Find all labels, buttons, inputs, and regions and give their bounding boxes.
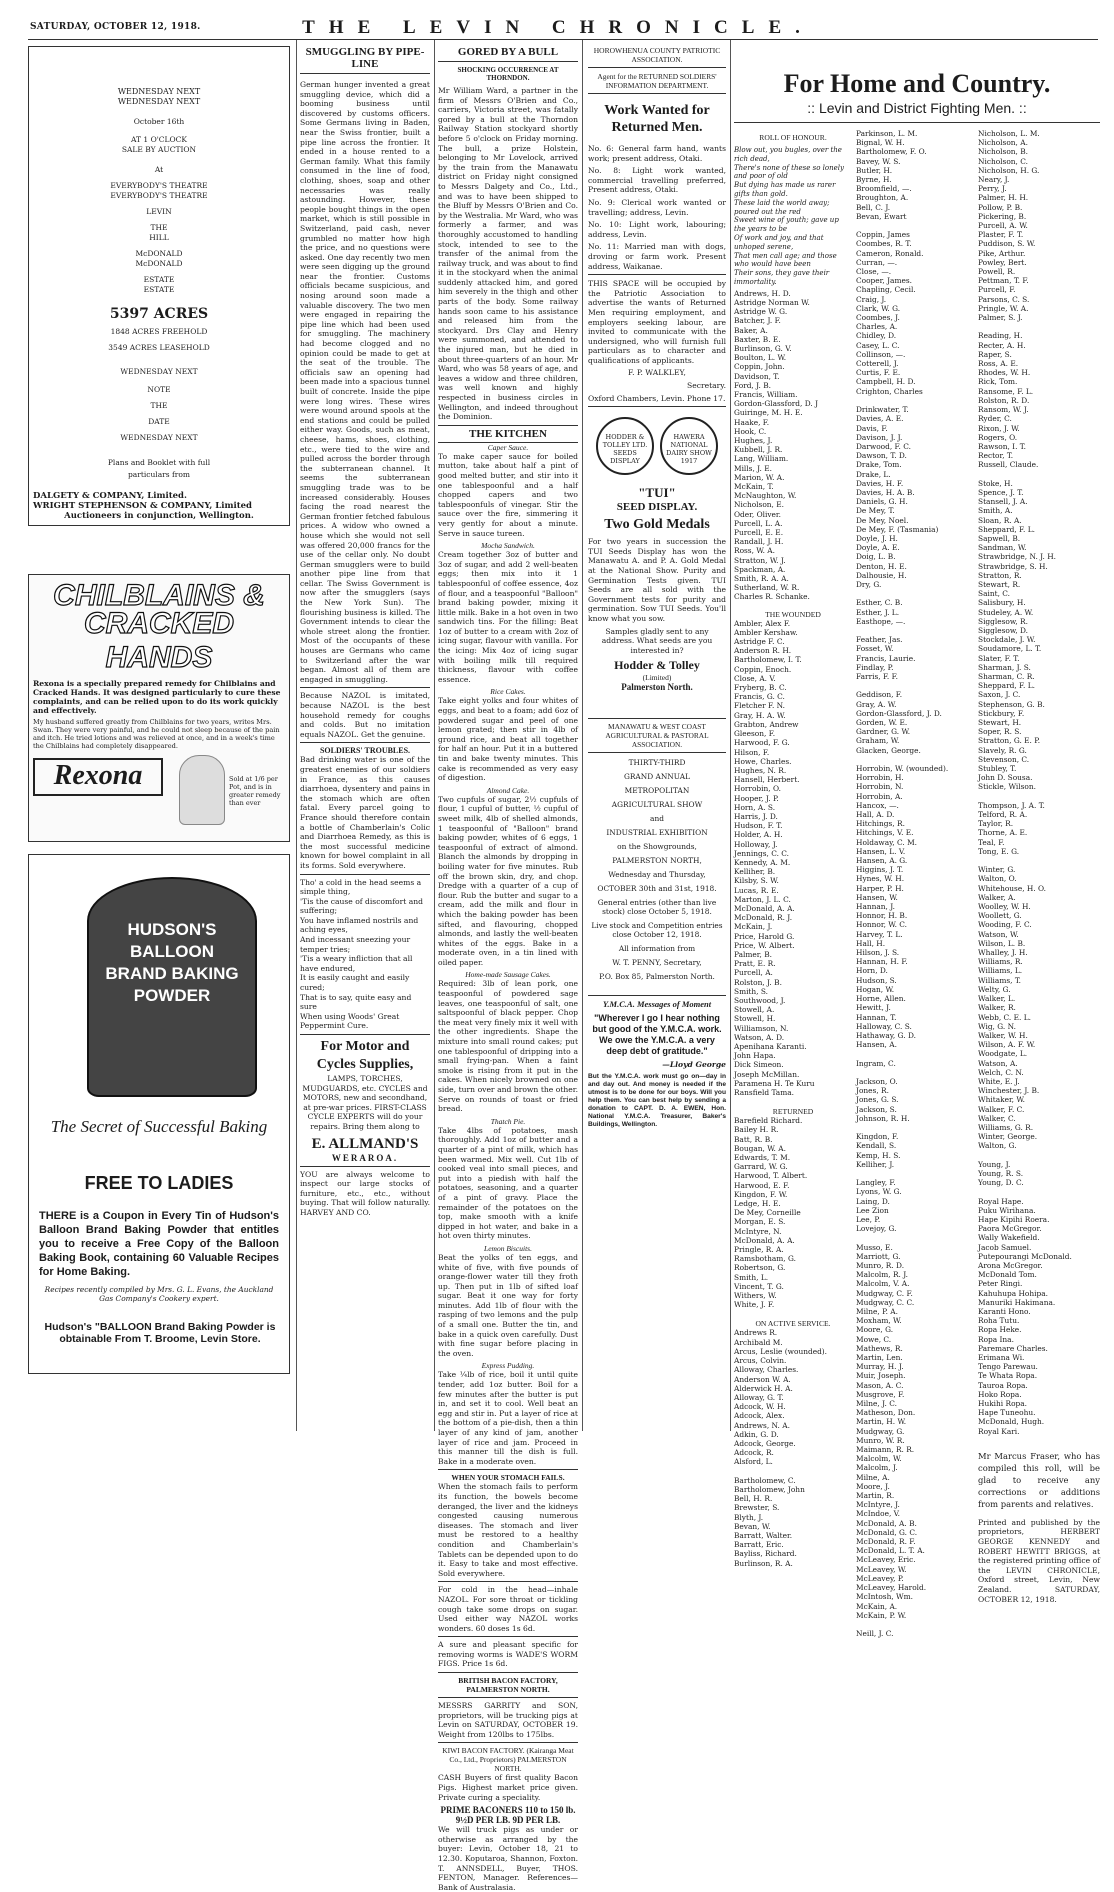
masthead xyxy=(28,16,1098,40)
free-to-ladies: FREE TO LADIES xyxy=(84,1173,234,1193)
allmand-name: E. ALLMAND'S xyxy=(311,1135,419,1152)
show-line: PALMERSTON NORTH, xyxy=(612,856,702,866)
show-line: INDUSTRIAL EXHIBITION xyxy=(606,828,708,838)
hudson-ad: HUDSON'S BALLOON BRAND BAKING POWDER The Secret of Successful Baking FREE TO LADIES THERE is a Coupon in Every Tin of Hudson's Balloon Brand Baking Powder that entitles you to receive a Free Copy of the Balloon Baking Book, containing 60 Valuable Recipes for Home Baking. Recipes recently compiled by Mrs. G. L. Evans, the Auckland Gas Company's Cookery expert. Hudson's "BALLOON Brand Baking Powder is obtainable From T. Broome, Levin Store. xyxy=(28,854,290,1374)
auction-date: October 16th xyxy=(133,117,185,126)
show-line: Live stock and Competition entries close October 12, 1918. xyxy=(591,921,723,940)
show-line: THIRTY-THIRD xyxy=(628,758,686,768)
column-4: HOROWHENUA COUNTY PATRIOTIC ASSOCIATION. Agent for the RETURNED SOLDIERS' INFORMATION DEPARTMENT. Work Wanted for Returned Men. No. 6: General farm hand, wants work; present address, Otaki. No. 8: Light work wanted, commercial travelling preferred, Present address, Otaki. No. 9: Clerical work wanted or travelling; address, Levin. No. 10: Light work, labouring; address, Levin. No. 11: Married man with dogs, droving or farm work. Present address, Waikanae. THIS SPACE will be occupied by the Patriotic Association to advertise the wants of Returned Men requiring employment, and employers seeking labour, are invited to communicate with the undersigned, who will furnish full particulars as to character and qualifications of applicants. F. P. WALKLEY, Secretary. Oxford Chambers, Levin. Phone 17. HODDER & TOLLEY LTD. SEEDS DISPLAY HAWERA NATIONAL DAIRY SHOW 1917 "TUI" SEED DISPLAY. Two Gold Medals For two years in succession the TUI Seeds Display has won the Manawatu A. and P. A. Gold Medal at the National Show. Purity and Germination Tests given. TUI Seeds are all sold with the Government tests for purity and germination. Sow TUI Seeds. You'll know what you sow. Samples gladly sent to any address. What seeds are you interested in? Hodder & Tolley (Limited) Palmerston North. MANAWATU & WEST COAST AGRICULTURAL & PASTORAL ASSOCIATION. THIRTY-THIRD GRAND ANNUAL METROPOLITAN AGRICULTURAL SHOW and INDUSTRIAL EXHIBITION on the Showgrounds, PALMERSTON NORTH, Wednesday and Thursday, OCTOBER 30th and 31st, 1918. General entries (other than live stock) close October 5, 1918. Live stock and Competition entries close October 12, 1918. All information from W. T. PENNY, Secretary, P.O. Box 85, Palmerston North. Y.M.C.A. Messages of Moment "Wherever I go I hear nothing but good of the Y.M.C.A. work. We owe the Y.M.C.A. a very deep debt of gratitude." —Lloyd George But the Y.M.C.A. work must go on—day in and day out. And money is needed if the utmost is to be done for our boys. Will you help them. You can best help by sending a donation to CAPT. D. A. EWEN, Hon. National Y.M.C.A. Treasurer, Baker's Buildings, Wellington. xyxy=(588,46,726,1128)
column-3: GORED BY A BULL SHOCKING OCCURRENCE AT THORNDON. Mr William Ward, a partner in the firm of Messrs O'Brien and Co., carriers, Victoria street, was fatally gored by a bull at the Thorndon Railway Station stockyard shortly before 5 o'clock on Friday morning. The bull, a prize Holstein, belonging to Mr Lovelock, arrived by the train from the Manawatu district on Friday night consigned to Messrs Dalgety and Co., Ltd., and was to have been shipped to the Bluff by Messrs O'Brien and Co. by the Westralia. Mr Ward, who was formerly a farmer, and was thoroughly accustomed to handling stock, intended to see to the transfer of the animal from the railway truck, and was about to find it in the stockyard when the animal suddenly attacked him, and gored him severely in the thigh and other parts of the body. Some railway hands soon came to his assistance and released him from the stockyard. Drs Clay and Henry were summoned, and attended to the injured man, but he died in about three-quarters of an hour. Mr Ward, who was 58 years of age, and leaves a widow and three children, was well known and highly respected in business circles in Wellington, and indeed throughout the Dominion. THE KITCHEN Caper Sauce. To make caper sauce for boiled mutton, take about half a pint of good melted butter, and stir into it one tablespoonful and a half chopped capers and two tablespoonfuls of vinegar. Stir the sauce over the fire, simmering it very gently for about a minute. Serve in sauce tureen. Mocha Sandwich. Cream together 3oz of butter and 3oz of sugar, and add 2 well-beaten eggs; then mix into it 1 tablespoonful of coffee essence, 4oz of flour, and a teaspoonful "Balloon" brand baking powder, mixing it little milk. Bake in a hot oven in two sandwich tins. For the filling: Beat 1oz of butter to a cream with 2oz of icing sugar, flavour with vanilla. For the icing: Mix 4oz of icing sugar with boiling milk till required thickness, flavour with coffee essence. Rice Cakes. Take eight yolks and four whites of eggs, and beat to a foam; add 6oz of powdered sugar and peel of one lemon grated; then stir in 4lb of ground rice, and beat all together for half an hour. Put it in a buttered tin and bake twenty minutes. This cake is recommended as very easy of digestion. Almond Cake. Two cupfuls of sugar, 2½ cupfuls of flour, 1 cupful of butter, ½ cupful of sweet milk, 4lb of shelled almonds, 1 teaspoonful of "Balloon" brand baking powder, whites of 6 eggs, 1 teaspoonful of extract of almond. Blanch the almonds by dropping in boiling water for five minutes. Rub off the brown skin, dry, and chop. Dredge with a quarter of a cup of flour. Rub the butter and sugar to a cream, add the milk and flour in which the baking powder has been sifted, and flavouring, chopped almonds, and lastly the well-beaten whites of the eggs. Bake in a moderate oven, in a tin lined with oiled paper. Home-made Sausage Cakes. Required: 3lb of lean pork, one teaspoonful of powdered sage leaves, one teaspoonful of salt, one saltspoonful of black pepper. Chop the meat very finely mix it well with the other ingredients. Shape the mixture into small round cakes; put one tablespoonful of dripping into a small frying-pan. When a faint smoke is rising from it put in the cakes. When nicely browned on one side, turn over and brown the other. Serve on rounds of toast or fried bread. Thatch Pie. Take 4lbs of potatoes, mash thoroughly. Add 1oz of butter and a quarter of a pint of milk, which has been warmed. Mix well. Cut 1lb of cooked veal into small pieces, and put into a piedish with half the potatoes, seasoning, and a quarter of a pint of gravy. Place the remainder of the potatoes on the top, make smooth with a knife dipped in hot water, and bake in a hot oven thirty minutes. Lemon Biscuits. Beat the yolks of ten eggs, and white of five, with five pounds of orange-flower water till they froth up. Then put in 1lb of sifted loaf sugar. Beat it one way for forty minutes. Add 1lb of flour with the rasping of two lemons and the pulp of a small one. Butter the tin, and bake in a quick oven carefully. Dust with fine sugar before placing in the oven. Express Pudding. Take ¼lb of rice, boil it until quite tender, add 1oz butter. Boil for a few minutes after the butter is put in, and set it to cool. Well beat an egg and stir in. Put a layer of rice at the bottom of a pie-dish, then a thin layer of any kind of jam, another layer of rice and jam. Proceed in this manner till the dish is full. Bake in a moderate oven. WHEN YOUR STOMACH FAILS. When the stomach fails to perform its function, the bowels become deranged, the liver and the kidneys congested causing numerous diseases. The stomach and liver must be restored to a healthy condition and Chamberlain's Tablets can be depended upon to do it. Easy to take and most effective. Sold everywhere. For cold in the head—inhale NAZOL. For sore throat or tickling cough take some drops on sugar. Used either way NAZOL works wonders. 60 doses 1s 6d. A sure and pleasant specific for removing worms is WADE'S WORM FIGS. Price 1s 6d. BRITISH BACON FACTORY, PALMERSTON NORTH. MESSRS GARRITY and SON, proprietors, will be trucking pigs at Levin on SATURDAY, OCTOBER 19. Weight from 120lbs to 175lbs. KIWI BACON FACTORY. (Kairanga Meat Co., Ltd., Proprietors) PALMERSTON NORTH. CASH Buyers of first quality Bacon Pigs. Highest market price given. Private curing a speciality. PRIME BACONERS 110 to 150 lb. 9½D PER LB. 9D PER LB. We will truck pigs as under or otherwise as arranged by the buyer: Levin, October 18, 21 to 12.30. Koputaroa, Shannon, Foxton. T. ANNSDELL, Buyer, THOS. FENTON, Manager. References—Bank of Australasia. xyxy=(438,46,578,1892)
column-1 xyxy=(28,46,290,1436)
two-gold-medals: Two Gold Medals xyxy=(604,517,710,533)
seed-badges xyxy=(588,417,726,475)
rexona-headline-2: CRACKED HANDS xyxy=(84,607,234,674)
show-line: AGRICULTURAL SHOW xyxy=(611,800,703,810)
auction-ad: WEDNESDAY NEXT WEDNESDAY NEXT October 16th AT 1 O'CLOCK SALE BY AUCTION At EVERYBODY'S THEATRE EVERYBODY'S THEATRE LEVIN THE HILL McDONALD McDONALD ESTATE ESTATE 5397 ACRES 1848 ACRES FREEHOLD 3549 ACRES LEASEHOLD WEDNESDAY NEXT NOTE THE DATE WEDNESDAY NEXT Plans and Booklet with full particulars from DALGETY & COMPANY, Limited. WRIGHT STEPHENSON & COMPANY, Limited Auctioneers in conjunction, Wellington. xyxy=(28,46,290,526)
show-line: OCTOBER 30th and 31st, 1918. xyxy=(597,884,717,894)
show-line: General entries (other than live stock) close October 5, 1918. xyxy=(597,898,717,917)
hodder-badge: HODDER & TOLLEY LTD. SEEDS DISPLAY xyxy=(596,417,654,475)
work-wanted-heading: Work Wanted for Returned Men. xyxy=(604,103,710,135)
honour-col-2: Parkinson, L. M. Bignal, W. H. Bartholomew, F. O. Bavey, W. S. Butler, H. Byrne, H. Broomfield, —. Broughton, A. Bell, C. J. Bevan, Ewart Coppin, James Coombes, R. T. Cameron, Ronald. Curran, —. Close, —. Cooper, James. Chapling, Cecil. Craig, J. Clark, W. G. Coombes, J. Charles, A. Chidley, D. Casey, L. C. Collinson, —. Cotterell, J. Curtis, F. E. Campbell, H. D. Crighton, Charles Drinkwater, T. Davies, A. E. Davis, F. Davison, J. J. Darwood, F. C. Dawson, T. D. Drake, Tom. Drake, L. Davies, H. F. Davies, H. A. B. Daniels, G. H. De Mey, T. De Mey, Noel. De Mey, F. (Tasmania) Doyle, J. H. Doyle, A. E. Doig, L. B. Denton, H. E. Dalhousie, H. Dry, G. Esther, C. B. Esther, J. L. Easthope, —. Feather, Jas. Fosset, W. Francis, Laurie. Findlay, P. Farris, F. F. Geddison, F. Gray, A. W. Gordon-Glassford, J. D. Gorden, W. E. Gardner, G. W. Graham, W. Glacken, George. Horrobin, W. (wounded). Horrobin, H. Horrobin, N. Horrobin, A. Hancox, —. Hall, A. D. Hitchings, R. Hitchings, V. E. Holdaway, C. M. Hansen, L. V. Hansen, A. G. Higgins, J. T. Hynes, W. H. Harper, P. H. Hansen, W. Hannan, J. Honnor, H. B. Honnor, W. C. Harvey, T. L. Hall, H. Hilson, J. S. Hannan, H. F. Horn, D. Hudson, S. Hogan, W. Horne, Allen. Hewitt, J. Hannan, T. Halloway, C. S. Hathaway, G. D. Hansen, A. Ingram, C. Jackson, O. Jones, R. Jones, G. S. Jackson, S. Johnson, R. H. Kingdon, F. Kendall, S. Kemp, H. S. Kelliher, J. Langley, F. Lyons, W. G. Laing, D. Lee Zion Lee, P. Lovejoy, G. Musso, E. Marriott, G. Munro, R. D. Malcolm, R. J. Malcolm, V. A. Mudgway, C. F. Mudgway, C. C. Milne, P. A. Moxham, W. Moore, G. Mowe, C. Mathews, R. Martin, Len. Murray, H. J. Muir, Joseph. Mason, A. C. Musgrove, F. Milne, J. C. Matheson, Don. Martin, H. W. Mudgway, G. Munro, W. R. Maimann, R. R. Malcolm, W. Malcolm, J. Milne, A. Moore, J. Martin, R. McIntyre, J. McIndoe, V. McDonald, A. B. McDonald, G. C. McDonald, R. F. McDonald, L. T. A. McLeavey, Eric. McLeavey, W. McLeavey, P. McLeavey, Harold. McIntosh, Wm. McKain, A. McKain, P. W. Neill, J. C. xyxy=(856,129,949,1639)
honour-body xyxy=(734,129,1100,1639)
baking-powder-tin: HUDSON'S BALLOON BRAND BAKING POWDER xyxy=(87,877,257,1097)
kitchen-heading: THE KITCHEN xyxy=(438,425,578,443)
rexona-logo: Rexona xyxy=(33,758,163,796)
show-line: GRAND ANNUAL xyxy=(623,772,691,782)
rexona-ad: CHILBLAINS & CRACKED HANDS Rexona is a specially prepared remedy for Chilblains and Cracked Hands. It was designed particularly to cure these complaints, and can be relied upon to do its work quickly and effectively. My husband suffered greatly from Chilblains for two years, writes Mrs. Swan. They were very painful, and he could not sleep because of the pain and itch. He tried lotions and was relieved at once, and in a week's time the Chilblains had completely disappeared. Rexona Sold at 1/6 per Pot, and is in greater remedy than ever xyxy=(28,574,290,842)
hudson-tagline: The Secret of Successful Baking xyxy=(50,1117,268,1136)
acreage: 5397 ACRES xyxy=(109,306,209,322)
show-line: All information from xyxy=(618,944,696,954)
auction-agents: DALGETY & COMPANY, Limited. xyxy=(33,491,187,501)
show-line: W. T. PENNY, Secretary, xyxy=(612,958,702,968)
for-home-and-country: For Home and Country. xyxy=(783,69,1051,98)
masthead-date: SATURDAY, OCTOBER 12, 1918. xyxy=(30,22,201,32)
smuggling-heading: SMUGGLING BY PIPE-LINE xyxy=(300,46,430,74)
show-line: on the Showgrounds, xyxy=(617,842,697,852)
motor-ad-heading: For Motor and Cycles Supplies, xyxy=(316,1039,414,1072)
ymca-heading: Y.M.C.A. Messages of Moment xyxy=(602,999,712,1010)
show-line: Wednesday and Thursday, xyxy=(608,870,706,880)
column-2: SMUGGLING BY PIPE-LINE German hunger invented a great smuggling device, which did a booming business until discovered by customs officers. Some Germans living in Baden, near the Swiss frontier, built a pipe line across the frontier. It ended in a house rented to a German family. What this family consumed in the line of food, clothing, shoes, soap and other necessaries was really astounding. However, these people bought things in the open market, which is still possible in Switzerland, paid cash, never grumbled no matter how high the price, and no questions were asked. One day recently two men were seen digging up the ground near the frontier. Customs officials became suspicious, and nosing around soon made a valuable discovery. The two men were engaged in repairing the pipe line which had been used for smuggling. The machinery had become clogged and no opinion could be made to get at the seat of the trouble. The officials saw an opening had been made into a spacious tunnel built of concrete. Inside the pipe were long wires. These wires were wound around spools at the end stations and could be pulled either way. Goods, such as meat, cheese, hams, shoes, clothing, etc., were tied to the wire and pulled across the border through the subterranean channel. It seems the subterranean smuggling trade was to be increased considerably. Houses facing the road nearest the German frontier fetched fabulous prices. A widow who owned a house which she would not sell was offered 20,000 francs for the use of the cellar only. No doubt German smugglers were to build another pipe line from that cellar. The Swiss Government is now after the smugglers (says the New York Sun). The flourishing business is killed. The Government intends to clear the whole street along the frontier. Most of the occupants of these houses are Germans who came to Switzerland after the war began. Almost all of them are engaged in smuggling. Because NAZOL is imitated, because NAZOL is the best household remedy for coughs and colds. But no imitation equals NAZOL. Get the genuine. SOLDIERS' TROUBLES. Bad drinking water is one of the greatest enemies of our soldiers in France, as this causes diarrhoea, dysentery and pains in the stomach which are often fatal. Every parcel going to France should therefore contain a bottle of Chamberlain's Colic and Diarrhoea Remedy, as this is the most successful medicine known for bowel complaint in all its forms. Sold everywhere. Tho' a cold in the head seems a simple thing, 'Tis the cause of discomfort and suffering; You have inflamed nostrils and aching eyes, And incessant sneezing your temper tries; 'Tis a weary infliction that all have endured, It is easily caught and easily cured; That is to say, quite easy and sure When using Woods' Great Peppermint Cure. For Motor and Cycles Supplies, LAMPS, TORCHES, MUDGUARDS, etc. CYCLES and MOTORS, new and secondhand, at pre-war prices. FIRST-CLASS CYCLE EXPERTS will do your repairs. Bring them along to E. ALLMAND'S WERAROA. YOU are always welcome to inspect our large stocks of furniture, etc., etc., without buying. That will follow naturally. HARVEY AND CO. xyxy=(300,46,430,1217)
honour-section: For Home and Country. :: Levin and District Fighting Men. :: ROLL OF HONOUR. Blow out, you bugles, over the rich dead, There's none of these so lonely and poor of old But dying has made us rarer gifts than gold. These laid the world away; poured out the red Sweet wine of youth; gave up the years to be Of work and joy, and that unhoped serene, That men call age; and those who would have been Their sons, they gave their immortality. Andrews, H. D. Astridge Norman W. Astridge W. G. Batcher, J. F. Baker, A. Baxter, B. E. Burlinson, G. V. Boulton, L. W. Coppin, John. Davidson, T. Ford, J. B. Francis, William. Gordon-Glassford, D. J Guiringe, M. H. E. Haake, F. Hook, C. Hughes, J. Kubbell, J. R. Lang, William. Mills, J. E. Marion, W. A. McKain, T. McNaughton, W. Nicholson, E. Oder, Oliver. Purcell, L. A. Purcell, E. E. Randall, J. H. Ross, W. A. Stratton, W. J. Spackman, A. Smith, R. A. A. Sutherland, W. R. Charles R. Schanke. THE WOUNDED Ambler, Alex F. Ambler Kershaw. Astridge F. C. Anderson R. H. Bartholomew, I. T. Coppin, Enoch. Close, A. V. Fryberg, B. C. Francis, G. C. Fletcher F. N. Gray, H. A. W. Grabton, Andrew Gleeson, F. Harwood, F. G. Hilson, F. Howe, Charles. Hughes, N. R. Hansell, Herbert. Horrobin, O. Hooper, J. P. Horn, A. S. Harris, J. D. Hudson, F. T. Holder, A. H. Holloway, J. Jennings, C. C. Kennedy, A. M. Kelliher, B. Kilsby, S. W. Lucas, R. E. Marton, J. L. C. McDonald, A. A. McDonald, R. J. McKain, J. Price, Harold G. Price, W. Albert. Palmer, B. Pratt, E. R. Purcell, A. Rolston, J. B. Smith, S. Southwood, J. Stowell, A. Stowell, H. Williamson, N. Watson, A. D. Apenihana Karanti. John Hapa. Dick Simeon. Joseph McMillan. Paramena H. Te Kuru Ransfield Tama. RETURNED Barefield Richard. Bailey H. R. Batt, R. B. Bougan, W. A. Edwards, T. M. Garrard, W. G. Harwood, T. Albert. Harwood, E. F. Kingdon, F. W. Ledge, H. E. De Mey, Corneille Morgan, E. S. McIntyre, N. McDonald, A. A. Pringle, R. A. Ramsbotham, G. Robertson, G. Smith, L. Vincent, T. G. Withers, W. White, J. F. ON ACTIVE SERVICE. Andrews R. Archibald M. Arcus, Leslie (wounded). Arcus, Colvin. Alloway, Charles. Anderson W. A. Alderwick H. A. Alloway, G. T. Adcock, W. H. Adcock, Alex. Andrews, N. A. Adkin, G. D. Adcock, George. Adcock, R. Alsford, L. Bartholomew, C. Bartholomew, John Bell, H. R. Brewster, S. Blyth, J. Bevan, W. Barratt, Walter. Barratt, Eric. Bayliss, Richard. Burlinson, R. A. Parkinson, L. M. Bignal, W. H. Bartholomew, F. O. Bavey, W. S. Butler, H. Byrne, H. Broomfield, —. Broughton, A. Bell, C. J. Bevan, Ewart Coppin, James Coombes, R. T. Cameron, Ronald. Curran, —. Close, —. Cooper, James. Chapling, Cecil. Craig, J. Clark, W. G. Coombes, J. Charles, A. Chidley, D. Casey, L. C. Collinson, —. Cotterell, J. Curtis, F. E. Campbell, H. D. Crighton, Charles Drinkwater, T. Davies, A. E. Davis, F. Davison, J. J. Darwood, F. C. Dawson, T. D. Drake, Tom. Drake, L. Davies, H. F. Davies, H. A. B. Daniels, G. H. De Mey, T. De Mey, Noel. De Mey, F. (Tasmania) Doyle, J. H. Doyle, A. E. Doig, L. B. Denton, H. E. Dalhousie, H. Dry, G. Esther, C. B. Esther, J. L. Easthope, —. Feather, Jas. Fosset, W. Francis, Laurie. Findlay, P. Farris, F. F. Geddison, F. Gray, A. W. Gordon-Glassford, J. D. Gorden, W. E. Gardner, G. W. Graham, W. Glacken, George. Horrobin, W. (wounded). Horrobin, H. Horrobin, N. Horrobin, A. Hancox, —. Hall, A. D. Hitchings, R. Hitchings, V. E. Holdaway, C. M. Hansen, L. V. Hansen, A. G. Higgins, J. T. Hynes, W. H. Harper, P. H. Hansen, W. Hannan, J. Honnor, H. B. Honnor, W. C. Harvey, T. L. Hall, H. Hilson, J. S. Hannan, H. F. Horn, D. Hudson, S. Hogan, W. Horne, Allen. Hewitt, J. Hannan, T. Halloway, C. S. Hathaway, G. D. Hansen, A. Ingram, C. Jackson, O. Jones, R. Jones, G. S. Jackson, S. Johnson, R. H. Kingdon, F. Kendall, S. Kemp, H. S. Kelliher, J. Langley, F. Lyons, W. G. Laing, D. Lee Zion Lee, P. Lovejoy, G. Musso, E. Marriott, G. Munro, R. D. Malcolm, R. J. Malcolm, V. A. Mudgway, C. F. Mudgway, C. C. Milne, P. A. Moxham, W. Moore, G. Mowe, C. Mathews, R. Martin, Len. Murray, H. J. Muir, Joseph. Mason, A. C. Musgrove, F. Milne, J. C. Matheson, Don. Martin, H. W. Mudgway, G. Munro, W. R. Maimann, R. R. Malcolm, W. Malcolm, J. Milne, A. Moore, J. Martin, R. McIntyre, J. McIndoe, V. McDonald, A. B. McDonald, G. C. McDonald, R. F. McDonald, L. T. A. McLeavey, Eric. McLeavey, W. McLeavey, P. McLeavey, Harold. McIntosh, Wm. McKain, A. McKain, P. W. Neill, J. C. Nicholson, L. M. Nicholson, A. Nicholson, B. Nicholson, C. Nicholson, H. G. Neary, J. Perry, J. Palmer, H. H. Pollow, P. B. Pickering, B. Purcell, A. W. Plaster, F. T. Puddison, S. W. Pike, Arthur. Powley, Bert. Powell, R. Pettman, T. F. Purcell, F. Parsons, C. S. Pringle, W. A. Palmer, S. J. Reading, H. Recter, A. H. Raper, S. Ross, A. E. Rhodes, W. H. Rick, Tom. Ransome, F. L. Rolston, R. D. Ransom, W. J. Ryder, C. Rixon, J. W. Rogers, O. Rawson, I. T. Rector, T. Russell, Claude. Stoke, H. Spence, J. T. Stansell, J. A. Smith, A. Sloan, R. A. Sheppard, F. L. Sapwell, B. Sandman, W. Strawbridge, N. J. H. Strawbridge, S. H. Stratton, R. Stewart, R. Saint, C. Salisbury, H. Studeley, A. W. Sigglesow, R. Sigglesow, D. Stockdale, J. W. Soudamore, L. T. Slater, F. T. Sharman, J. S. Sharman, C. R. Sheppard, F. L. Saxon, J. C. Stephenson, G. B. Stickbury, F. Stewart, H. Soper, R. S. Stratton, G. E. P. Slavely, R. G. Stevenson, C. Stubley, T. John D. Sousa. Stickle, Wilson. Thompson, J. A. T. Telford, R. A. Taylor, R. Thorne, A. E. Teal, F. Tong, E. G. Winter, G. Walton, O. Whitehouse, H. O. Walker, A. Woolley, W. H. Woollett, G. Wooding, F. C. Watson, W. Wilson, L. B. Whalley, J. H. Williams, R. Williams, L. Williams, T. Welty, G. Walker, L. Walker, R. Webb, C. E. L. Wig, G. N. Walker, W. H. Wilson, A. F. W. Woodgate, L. Watson, A. Welch, C. N. White, E. J. Winchester, J. B. Whitaker, W. Walker, F. C. Walker, C. Williams, G. R. Winter, George. Walton, G. Young, J. Young, R. S. Young, D. C. Royal Hape. Puku Wirihana. Hape Kipihi Roera. Paora McGregor. Wally Wakefield. Jacob Samuel. Putepourangi McDonald. Arona McGregor. McDonald Tom. Peter Ringi. Kahuhupa Hohipa. Manuriki Hakimana. Karanti Hono. Roha Tutu. Ropa Heke. Ropa Ina. Paremare Charles. Erimana Wi. Tengo Parewau. Te Whata Ropa. Tauroa Ropa. Hoko Ropa. Hukihi Ropa. Hape Tuneohu. McDonald, Hugh. Royal Kari. Mr Marcus Fraser, who has compiled this roll, will be glad to receive any corrections or additions from parents and relatives. Printed and published by the proprietors, HERBERT GEORGE KENNEDY and ROBERT HEWITT BRIGGS, at the registered printing office of the LEVIN CHRONICLE, Oxford street, Levin, New Zealand. SATURDAY, OCTOBER 12, 1918. xyxy=(734,69,1100,1639)
honour-col-1: ROLL OF HONOUR. Blow out, you bugles, over the rich dead, There's none of these so lonely and poor of old But dying has made us rarer gifts than gold. These laid the world away; poured out the red Sweet wine of youth; gave up the years to be Of work and joy, and that unhoped serene, That men call age; and those who would have been Their sons, they gave their immortality. Andrews, H. D. Astridge Norman W. Astridge W. G. Batcher, J. F. Baker, A. Baxter, B. E. Burlinson, G. V. Boulton, L. W. Coppin, John. Davidson, T. Ford, J. B. Francis, William. Gordon-Glassford, D. J Guiringe, M. H. E. Haake, F. Hook, C. Hughes, J. Kubbell, J. R. Lang, William. Mills, J. E. Marion, W. A. McKain, T. McNaughton, W. Nicholson, E. Oder, Oliver. Purcell, L. A. Purcell, E. E. Randall, J. H. Ross, W. A. Stratton, W. J. Spackman, A. Smith, R. A. A. Sutherland, W. R. Charles R. Schanke. THE WOUNDED Ambler, Alex F. Ambler Kershaw. Astridge F. C. Anderson R. H. Bartholomew, I. T. Coppin, Enoch. Close, A. V. Fryberg, B. C. Francis, G. C. Fletcher F. N. Gray, H. A. W. Grabton, Andrew Gleeson, F. Harwood, F. G. Hilson, F. Howe, Charles. Hughes, N. R. Hansell, Herbert. Horrobin, O. Hooper, J. P. Horn, A. S. Harris, J. D. Hudson, F. T. Holder, A. H. Holloway, J. Jennings, C. C. Kennedy, A. M. Kelliher, B. Kilsby, S. W. Lucas, R. E. Marton, J. L. C. McDonald, A. A. McDonald, R. J. McKain, J. Price, Harold G. Price, W. Albert. Palmer, B. Pratt, E. R. Purcell, A. Rolston, J. B. Smith, S. Southwood, J. Stowell, A. Stowell, H. Williamson, N. Watson, A. D. Apenihana Karanti. John Hapa. Dick Simeon. Joseph McMillan. Paramena H. Te Kuru Ransfield Tama. RETURNED Barefield Richard. Bailey H. R. Batt, R. B. Bougan, W. A. Edwards, T. M. Garrard, W. G. Harwood, T. Albert. Harwood, E. F. Kingdon, F. W. Ledge, H. E. De Mey, Corneille Morgan, E. S. McIntyre, N. McDonald, A. A. Pringle, R. A. Ramsbotham, G. Robertson, G. Smith, L. Vincent, T. G. Withers, W. White, J. F. ON ACTIVE SERVICE. Andrews R. Archibald M. Arcus, Leslie (wounded). Arcus, Colvin. Alloway, Charles. Anderson W. A. Alderwick H. A. Alloway, G. T. Adcock, W. H. Adcock, Alex. Andrews, N. A. Adkin, G. D. Adcock, George. Adcock, R. Alsford, L. Bartholomew, C. Bartholomew, John Bell, H. R. Brewster, S. Blyth, J. Bevan, W. Barratt, Walter. Barratt, Eric. Bayliss, Richard. Burlinson, R. A. xyxy=(734,133,844,1568)
rexona-headline-1: CHILBLAINS & xyxy=(53,579,265,612)
dairy-show-badge: HAWERA NATIONAL DAIRY SHOW 1917 xyxy=(660,417,718,475)
gored-heading: GORED BY A BULL xyxy=(438,46,578,62)
show-line: P.O. Box 85, Palmerston North. xyxy=(599,972,715,982)
auction-day: WEDNESDAY NEXT xyxy=(117,87,201,96)
rexona-lead: Rexona is a specially prepared remedy for Chilblains and Cracked Hands. It was designed particularly to cure these complaints, and can be relied upon to do its work quickly and effectively. xyxy=(33,679,281,715)
show-lines xyxy=(588,758,726,981)
show-line: METROPOLITAN xyxy=(624,786,690,796)
masthead-title: THE LEVIN CHRONICLE. xyxy=(302,17,814,38)
hodder-tolley: Hodder & Tolley xyxy=(614,658,700,673)
honour-col-3: Nicholson, L. M. Nicholson, A. Nicholson, B. Nicholson, C. Nicholson, H. G. Neary, J. Perry, J. Palmer, H. H. Pollow, P. B. Pickering, B. Purcell, A. W. Plaster, F. T. Puddison, S. W. Pike, Arthur. Powley, Bert. Powell, R. Pettman, T. F. Purcell, F. Parsons, C. S. Pringle, W. A. Palmer, S. J. Reading, H. Recter, A. H. Raper, S. Ross, A. E. Rhodes, W. H. Rick, Tom. Ransome, F. L. Rolston, R. D. Ransom, W. J. Ryder, C. Rixon, J. W. Rogers, O. Rawson, I. T. Rector, T. Russell, Claude. Stoke, H. Spence, J. T. Stansell, J. A. Smith, A. Sloan, R. A. Sheppard, F. L. Sapwell, B. Sandman, W. Strawbridge, N. J. H. Strawbridge, S. H. Stratton, R. Stewart, R. Saint, C. Salisbury, H. Studeley, A. W. Sigglesow, R. Sigglesow, D. Stockdale, J. W. Soudamore, L. T. Slater, F. T. Sharman, J. S. Sharman, C. R. Sheppard, F. L. Saxon, J. C. Stephenson, G. B. Stickbury, F. Stewart, H. Soper, R. S. Stratton, G. E. P. Slavely, R. G. Stevenson, C. Stubley, T. John D. Sousa. Stickle, Wilson. Thompson, J. A. T. Telford, R. A. Taylor, R. Thorne, A. E. Teal, F. Tong, E. G. Winter, G. Walton, O. Whitehouse, H. O. Walker, A. Woolley, W. H. Woollett, G. Wooding, F. C. Watson, W. Wilson, L. B. Whalley, J. H. Williams, R. Williams, L. Williams, T. Welty, G. Walker, L. Walker, R. Webb, C. E. L. Wig, G. N. Walker, W. H. Wilson, A. F. W. Woodgate, L. Watson, A. Welch, C. N. White, E. J. Winchester, J. B. Whitaker, W. Walker, F. C. Walker, C. Williams, G. R. Winter, George. Walton, G. Young, J. Young, R. S. Young, D. C. Royal Hape. Puku Wirihana. Hape Kipihi Roera. Paora McGregor. Wally Wakefield. Jacob Samuel. Putepourangi McDonald. Arona McGregor. McDonald Tom. Peter Ringi. Kahuhupa Hohipa. Manuriki Hakimana. Karanti Hono. Roha Tutu. Ropa Heke. Ropa Ina. Paremare Charles. Erimana Wi. Tengo Parewau. Te Whata Ropa. Tauroa Ropa. Hoko Ropa. Hukihi Ropa. Hape Tuneohu. McDonald, Hugh. Royal Kari. Mr Marcus Fraser, who has compiled this roll, will be glad to receive any corrections or additions from parents and relatives. Printed and published by the proprietors, HERBERT GEORGE KENNEDY and ROBERT HEWITT BRIGGS, at the registered printing office of the LEVIN CHRONICLE, Oxford street, Levin, New Zealand. SATURDAY, OCTOBER 12, 1918. xyxy=(978,129,1100,1604)
show-line: and xyxy=(650,814,664,824)
hand-illustration xyxy=(179,755,225,825)
